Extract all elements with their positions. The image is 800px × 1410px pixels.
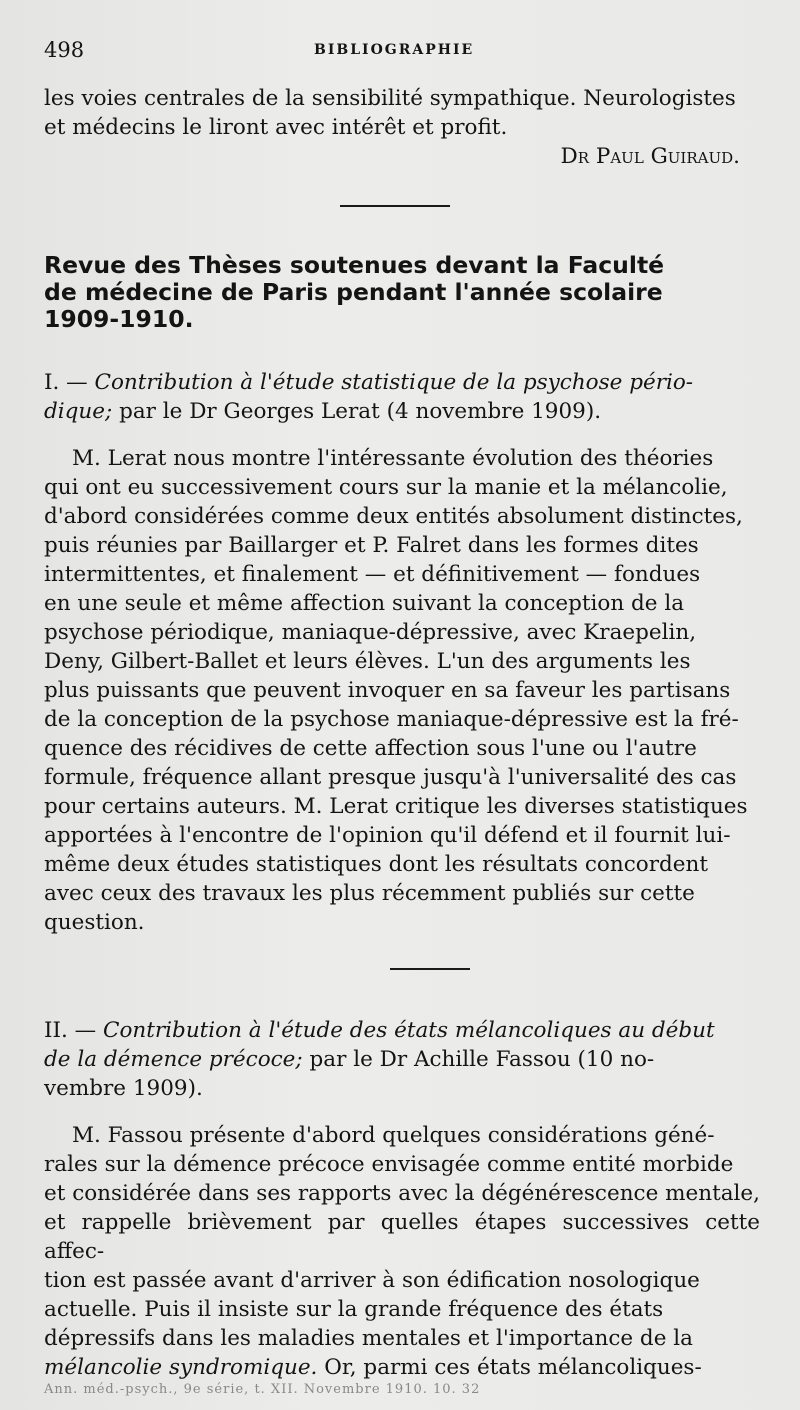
body-line: en une seule et même affection suivant la conception de la	[44, 591, 685, 616]
italic-term: mélancolie syndromique.	[44, 1355, 318, 1380]
thesis-author-cont: vembre 1909).	[44, 1076, 203, 1101]
title-line: de médecine de Paris pendant l'année scolaire	[44, 278, 663, 306]
body-line: plus puissants que peuvent invoquer en sa faveur les partisans	[44, 678, 731, 703]
body-line: intermittentes, et finalement — et définitivement — fondues	[44, 562, 701, 587]
dash: —	[74, 1018, 97, 1043]
review-body	[44, 444, 760, 937]
body-line: actuelle. Puis il insiste sur la grande fréquence des états	[44, 1297, 664, 1322]
thesis-number: II.	[44, 1018, 68, 1043]
body-line: M. Lerat nous montre l'intéressante évolution des théories	[72, 446, 714, 471]
body-line: puis réunies par Baillarger et P. Falret dans les formes dites	[44, 533, 699, 558]
running-title: BIBLIOGRAPHIE	[314, 42, 475, 58]
body-line: psychose périodique, maniaque-dépressive, avec Kraepelin,	[44, 620, 697, 645]
review-body	[44, 1121, 760, 1382]
body-line: et considérée dans ses rapports avec la dégénérescence mentale,	[44, 1181, 760, 1206]
thesis-title-cont: dique;	[44, 399, 113, 424]
thesis-title: Contribution à l'étude des états mélancoliques au début	[103, 1018, 715, 1043]
body-line: Deny, Gilbert-Ballet et leurs élèves. L'un des arguments les	[44, 649, 691, 674]
section-title	[44, 252, 760, 333]
text-line: les voies centrales de la sensibilité sympathique. Neurologistes	[44, 86, 736, 111]
title-line: 1909-1910.	[44, 305, 194, 333]
body-line: dépressifs dans les maladies mentales et l'importance de la	[44, 1326, 693, 1351]
body-line: avec ceux des travaux les plus récemment publiés sur cette	[44, 881, 695, 906]
body-line: et rappelle brièvement par quelles étapes successives cette affec-	[44, 1210, 760, 1264]
thesis-author: par le Dr Achille Fassou (10 no-	[309, 1047, 655, 1072]
page-footer: Ann. méd.-psych., 9e série, t. XII. Novembre 1910. 10. 32	[44, 1382, 481, 1397]
divider-rule	[390, 968, 470, 970]
thesis-title-cont: de la démence précoce;	[44, 1047, 303, 1072]
title-line: Revue des Thèses soutenues devant la Faculté	[44, 251, 665, 279]
body-line: tion est passée avant d'arriver à son édification nosologique	[44, 1268, 700, 1293]
body-line: apportées à l'encontre de l'opinion qu'il défend et il fournit lui-	[44, 823, 731, 848]
text-line: et médecins le liront avec intérêt et profit.	[44, 115, 508, 140]
thesis-author: par le Dr Georges Lerat (4 novembre 1909).	[119, 399, 602, 424]
body-line: rales sur la démence précoce envisagée comme entité morbide	[44, 1152, 734, 1177]
thesis-heading-cont	[44, 1045, 760, 1074]
body-line: même deux études statistiques dont les résultats concordent	[44, 852, 708, 877]
body-line: de la conception de la psychose maniaque-dépressive est la fré-	[44, 707, 739, 732]
body-line: qui ont eu successivement cours sur la manie et la mélancolie,	[44, 475, 728, 500]
body-line: d'abord considérées comme deux entités absolument distinctes,	[44, 504, 743, 529]
thesis-heading	[44, 368, 760, 397]
thesis-heading	[44, 1016, 760, 1045]
thesis-heading-cont	[44, 397, 760, 426]
divider-rule	[340, 205, 450, 207]
body-line: formule, fréquence allant presque jusqu'à l'universalité des cas	[44, 765, 737, 790]
body-line-last	[44, 1353, 760, 1382]
body-line: question.	[44, 910, 145, 935]
thesis-number: I.	[44, 370, 60, 395]
dash: —	[66, 370, 88, 395]
intro-paragraph	[44, 84, 760, 171]
thesis-review-2	[44, 1016, 760, 1382]
body-line: M. Fassou présente d'abord quelques considérations géné-	[72, 1123, 715, 1148]
page-number: 498	[44, 38, 85, 62]
body-line: pour certains auteurs. M. Lerat critique les diverses statistiques	[44, 794, 748, 819]
thesis-title: Contribution à l'étude statistique de la psychose pério-	[94, 370, 694, 395]
body-text: Or, parmi ces états mélancoliques-	[317, 1355, 702, 1380]
page-header	[44, 38, 764, 64]
signature: Dr Paul Guiraud.	[560, 144, 740, 169]
thesis-review-1	[44, 368, 760, 937]
body-line: quence des récidives de cette affection sous l'une ou l'autre	[44, 736, 697, 761]
